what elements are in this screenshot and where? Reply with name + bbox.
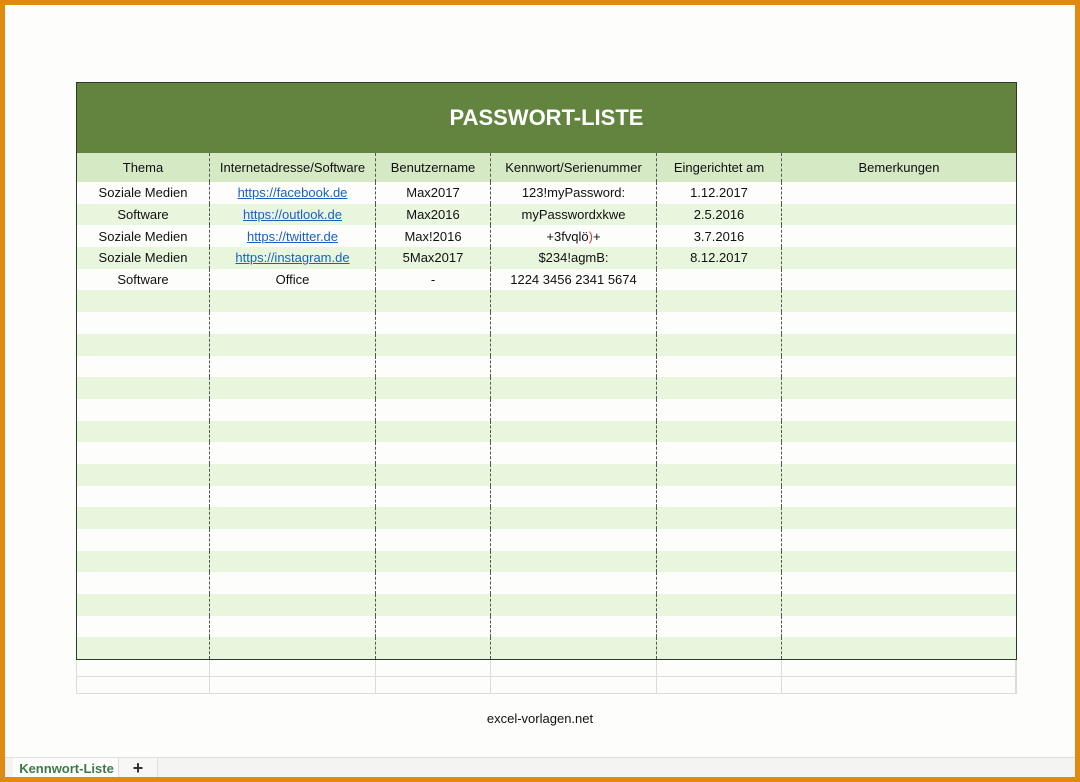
empty-cell[interactable] (491, 312, 657, 334)
empty-cell[interactable] (491, 377, 657, 399)
empty-cell[interactable] (782, 529, 1016, 551)
empty-cell[interactable] (77, 442, 210, 464)
grid-row (76, 660, 1017, 677)
empty-cell[interactable] (491, 616, 657, 638)
cell-kennwort[interactable]: 123!myPassword: (491, 182, 657, 204)
cell-datum[interactable]: 1.12.2017 (657, 182, 782, 204)
empty-cell[interactable] (782, 572, 1016, 594)
empty-cell[interactable] (782, 377, 1016, 399)
cell-bemerkung[interactable] (782, 204, 1016, 226)
cell-bemerkung[interactable] (782, 247, 1016, 269)
table-row-empty (77, 551, 1016, 573)
url-link[interactable]: https://facebook.de (237, 185, 348, 201)
cell-benutzer[interactable]: 5Max2017 (376, 247, 491, 269)
empty-cell[interactable] (782, 442, 1016, 464)
empty-cell[interactable] (657, 486, 782, 508)
column-header-thema[interactable]: Thema (77, 153, 210, 182)
grid-row (76, 677, 1017, 694)
empty-cell[interactable] (77, 507, 210, 529)
empty-cell[interactable] (657, 421, 782, 443)
empty-cell[interactable] (657, 290, 782, 312)
grid-cell[interactable] (77, 660, 210, 676)
empty-cell[interactable] (491, 572, 657, 594)
empty-cell[interactable] (376, 312, 491, 334)
empty-cell[interactable] (77, 486, 210, 508)
sheet-tab-kennwort-liste[interactable]: Kennwort-Liste (13, 758, 120, 778)
empty-cell[interactable] (657, 356, 782, 378)
cell-adresse[interactable] (210, 204, 376, 226)
cell-kennwort[interactable] (491, 225, 657, 247)
empty-cell[interactable] (77, 616, 210, 638)
cell-adresse[interactable] (210, 182, 376, 204)
empty-cell[interactable] (210, 312, 376, 334)
empty-cell[interactable] (77, 594, 210, 616)
empty-cell[interactable] (657, 312, 782, 334)
empty-cell[interactable] (376, 594, 491, 616)
empty-cell[interactable] (210, 551, 376, 573)
empty-cell[interactable] (657, 637, 782, 659)
empty-cell[interactable] (782, 464, 1016, 486)
empty-cell[interactable] (210, 529, 376, 551)
table-row-empty (77, 356, 1016, 378)
empty-cell[interactable] (376, 637, 491, 659)
column-header-datum[interactable]: Eingerichtet am (657, 153, 782, 182)
cell-adresse[interactable]: Office (210, 269, 376, 291)
empty-cell[interactable] (657, 572, 782, 594)
empty-cell[interactable] (376, 616, 491, 638)
table-row-empty (77, 334, 1016, 356)
cell-datum[interactable]: 3.7.2016 (657, 225, 782, 247)
cell-bemerkung[interactable] (782, 269, 1016, 291)
cell-benutzer[interactable]: - (376, 269, 491, 291)
footer-source: excel-vorlagen.net (486, 711, 594, 726)
empty-cell[interactable] (782, 637, 1016, 659)
cell-thema[interactable]: Soziale Medien (77, 247, 210, 269)
empty-cell[interactable] (210, 637, 376, 659)
table-row (77, 182, 1016, 204)
empty-cell[interactable] (376, 356, 491, 378)
empty-cell[interactable] (657, 464, 782, 486)
table-row (77, 225, 1016, 247)
table-row-empty (77, 594, 1016, 616)
grid-cell[interactable] (77, 677, 210, 693)
empty-cell[interactable] (376, 290, 491, 312)
empty-cell[interactable] (491, 637, 657, 659)
column-header-adresse[interactable]: Internetadresse/Software (210, 153, 376, 182)
grid-cell[interactable] (491, 660, 657, 676)
empty-cell[interactable] (782, 356, 1016, 378)
kennwort-part: + (593, 228, 601, 244)
empty-cell[interactable] (376, 399, 491, 421)
empty-cell[interactable] (376, 464, 491, 486)
kennwort-part-red: ) (588, 228, 594, 244)
column-header-benutzername[interactable]: Benutzername (376, 153, 491, 182)
add-sheet-button[interactable] (118, 758, 158, 778)
empty-cell[interactable] (657, 377, 782, 399)
cell-bemerkung[interactable] (782, 225, 1016, 247)
table-row-empty (77, 637, 1016, 659)
empty-cell[interactable] (77, 572, 210, 594)
empty-cell[interactable] (77, 551, 210, 573)
grid-cell[interactable] (657, 660, 782, 676)
empty-rows (77, 290, 1016, 659)
empty-cell[interactable] (782, 334, 1016, 356)
empty-cell[interactable] (782, 312, 1016, 334)
empty-cell[interactable] (77, 377, 210, 399)
empty-cell[interactable] (657, 594, 782, 616)
grid-cell[interactable] (491, 677, 657, 693)
sheet-tab-bar (5, 757, 1075, 778)
cell-thema[interactable]: Soziale Medien (77, 182, 210, 204)
empty-cell[interactable] (376, 529, 491, 551)
grid-cell[interactable] (210, 660, 376, 676)
empty-cell[interactable] (376, 377, 491, 399)
table-row (77, 247, 1016, 269)
plus-icon: + (132, 757, 144, 778)
column-header-kennwort[interactable]: Kennwort/Serienummer (491, 153, 657, 182)
empty-cell[interactable] (782, 551, 1016, 573)
empty-cell[interactable] (491, 507, 657, 529)
table-title: PASSWORT-LISTE (77, 83, 1016, 153)
empty-cell[interactable] (782, 594, 1016, 616)
empty-cell[interactable] (657, 529, 782, 551)
empty-cell[interactable] (210, 616, 376, 638)
cell-benutzer[interactable]: Max2017 (376, 182, 491, 204)
cell-adresse[interactable] (210, 225, 376, 247)
empty-cell[interactable] (376, 551, 491, 573)
empty-cell[interactable] (491, 399, 657, 421)
empty-cell[interactable] (782, 486, 1016, 508)
empty-cell[interactable] (210, 486, 376, 508)
empty-cell[interactable] (376, 572, 491, 594)
empty-cell[interactable] (77, 637, 210, 659)
cell-kennwort[interactable]: $234!agmB: (491, 247, 657, 269)
table-row-empty (77, 421, 1016, 443)
empty-cell[interactable] (376, 442, 491, 464)
empty-cell[interactable] (376, 486, 491, 508)
cell-thema[interactable]: Soziale Medien (77, 225, 210, 247)
grid-cell[interactable] (376, 677, 491, 693)
empty-cell[interactable] (491, 290, 657, 312)
empty-cell[interactable] (782, 421, 1016, 443)
table-row-empty (77, 290, 1016, 312)
grid-cell[interactable] (657, 677, 782, 693)
table-row-empty (77, 529, 1016, 551)
table-row (77, 269, 1016, 291)
cell-adresse[interactable] (210, 247, 376, 269)
table-row-empty (77, 442, 1016, 464)
empty-cell[interactable] (77, 399, 210, 421)
empty-cell[interactable] (77, 334, 210, 356)
cell-kennwort[interactable]: 1224 3456 2341 5674 (491, 269, 657, 291)
kennwort-part: +3fvqlö (546, 228, 589, 244)
empty-cell[interactable] (657, 442, 782, 464)
empty-cell[interactable] (210, 594, 376, 616)
grid-cell[interactable] (782, 677, 1016, 693)
empty-cell[interactable] (77, 290, 210, 312)
spreadsheet-canvas (5, 5, 1075, 777)
table-row-empty (77, 377, 1016, 399)
table-row-empty (77, 312, 1016, 334)
column-header-bemerkungen[interactable]: Bemerkungen (858, 160, 940, 175)
empty-cell[interactable] (210, 572, 376, 594)
empty-cell[interactable] (657, 616, 782, 638)
grid-cell[interactable] (210, 677, 376, 693)
empty-cell[interactable] (376, 421, 491, 443)
url-link[interactable]: https://outlook.de (242, 207, 342, 223)
empty-cell[interactable] (491, 421, 657, 443)
empty-cell[interactable] (491, 529, 657, 551)
url-link[interactable]: https://instagram.de (235, 250, 350, 266)
empty-cell[interactable] (210, 507, 376, 529)
url-link[interactable]: https://twitter.de (246, 228, 339, 244)
empty-cell[interactable] (376, 507, 491, 529)
cell-thema[interactable]: Software (77, 204, 210, 226)
empty-cell[interactable] (491, 464, 657, 486)
table-row (77, 204, 1016, 226)
empty-cell[interactable] (782, 290, 1016, 312)
header-row (77, 153, 1016, 182)
empty-cell[interactable] (491, 356, 657, 378)
empty-cell[interactable] (657, 551, 782, 573)
empty-cell[interactable] (210, 442, 376, 464)
sheet-grid-below (76, 660, 1017, 694)
empty-cell[interactable] (491, 551, 657, 573)
empty-cell[interactable] (491, 442, 657, 464)
empty-cell[interactable] (491, 334, 657, 356)
empty-cell[interactable] (491, 594, 657, 616)
empty-cell[interactable] (210, 290, 376, 312)
table-row-empty (77, 572, 1016, 594)
empty-cell[interactable] (491, 486, 657, 508)
cell-thema[interactable]: Software (77, 269, 210, 291)
empty-cell[interactable] (782, 507, 1016, 529)
cell-datum[interactable]: 8.12.2017 (657, 247, 782, 269)
empty-cell[interactable] (657, 399, 782, 421)
cell-kennwort[interactable]: myPasswordxkwe (491, 204, 657, 226)
table-row-empty (77, 507, 1016, 529)
empty-cell[interactable] (77, 529, 210, 551)
empty-cell[interactable] (210, 334, 376, 356)
empty-cell[interactable] (210, 399, 376, 421)
empty-cell[interactable] (657, 334, 782, 356)
grid-cell[interactable] (782, 660, 1016, 676)
cell-datum[interactable]: 2.5.2016 (657, 204, 782, 226)
cell-benutzer[interactable]: Max2016 (376, 204, 491, 226)
table-row-empty (77, 616, 1016, 638)
empty-cell[interactable] (210, 377, 376, 399)
cell-datum[interactable] (657, 269, 782, 291)
grid-cell[interactable] (376, 660, 491, 676)
table-row-empty (77, 486, 1016, 508)
empty-cell[interactable] (657, 507, 782, 529)
table-row-empty (77, 399, 1016, 421)
table-row-empty (77, 464, 1016, 486)
empty-cell[interactable] (77, 421, 210, 443)
empty-cell[interactable] (210, 464, 376, 486)
empty-cell[interactable] (77, 464, 210, 486)
empty-cell[interactable] (782, 399, 1016, 421)
password-table (76, 82, 1017, 660)
empty-cell[interactable] (77, 312, 210, 334)
cell-bemerkung[interactable] (782, 182, 1016, 204)
empty-cell[interactable] (210, 356, 376, 378)
empty-cell[interactable] (210, 421, 376, 443)
empty-cell[interactable] (782, 616, 1016, 638)
empty-cell[interactable] (77, 356, 210, 378)
cell-benutzer[interactable]: Max!2016 (376, 225, 491, 247)
empty-cell[interactable] (376, 334, 491, 356)
